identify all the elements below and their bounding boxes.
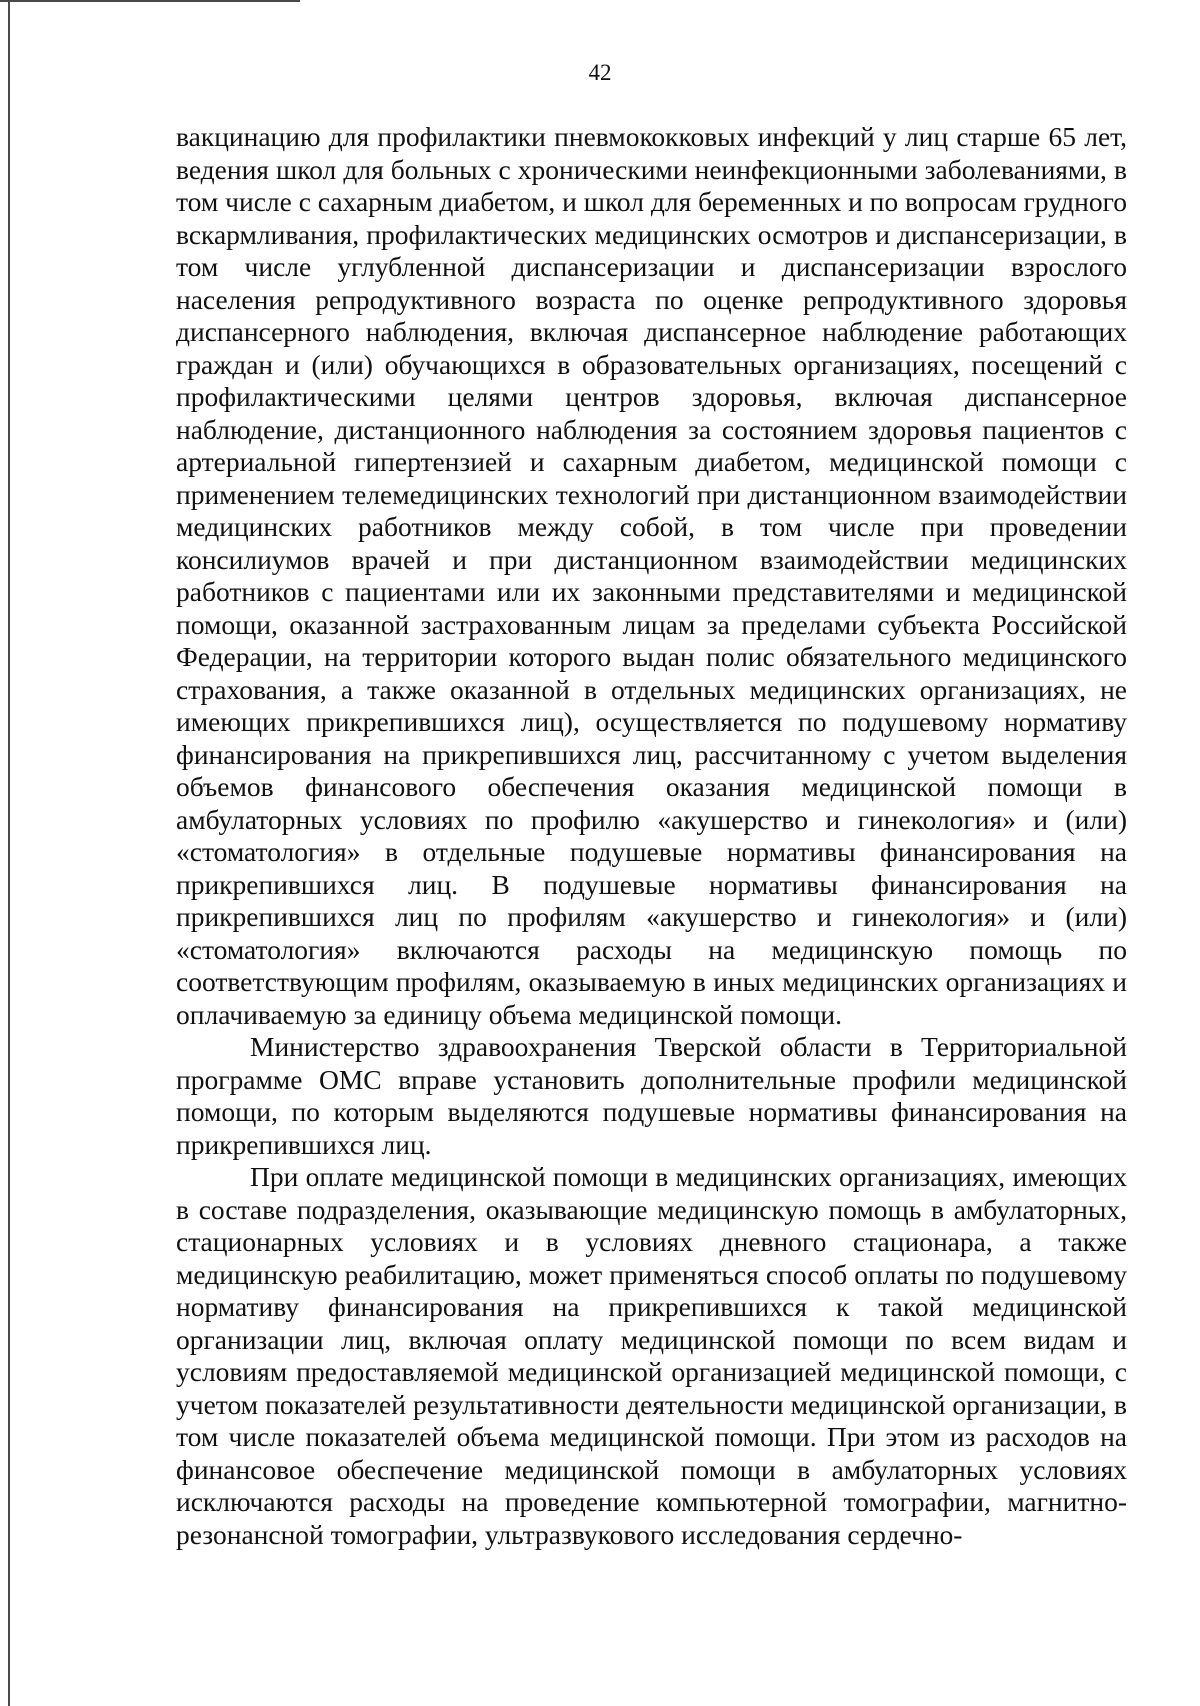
page-number: 42 (588, 60, 612, 85)
paragraph-2: Министерство здравоохранения Тверской области в Территориальной программе ОМС вправе установить дополнительные профили медицинской помощи, по которым выделяются подушевые нормативы финансирования на прикрепившихся лиц. (176, 1031, 1127, 1160)
paragraph-3: При оплате медицинской помощи в медицинских организациях, имеющих в составе подразделения, оказывающие медицинскую помощь в амбулаторных, стационарных условиях и в условиях дневного стационара, а также медицинскую реабилитацию, может применяться способ оплаты по подушевому нормативу финансирования на прикрепившихся к такой медицинской организации лиц, включая оплату медицинской помощи по всем видам и условиям предоставляемой медицинской организацией медицинской помощи, с учетом показателей результативности деятельности медицинской организации, в том числе показателей объема медицинской помощи. При этом из расходов на финансовое обеспечение медицинской помощи в амбулаторных условиях исключаются расходы на проведение компьютерной томографии, магнитно-резонансной томографии, ультразвукового исследования сердечно- (176, 1161, 1127, 1550)
scan-left-border (8, 0, 10, 1706)
scan-top-border (0, 0, 300, 2)
paragraph-1: вакцинацию для профилактики пневмококковых инфекций у лиц старше 65 лет, ведения школ для больных с хроническими неинфекционными заболеваниями, в том числе с сахарным диабетом, и школ для беременных и по вопросам грудного вскармливания, профилактических медицинских осмотров и диспансеризации, в том числе углубленной диспансеризации и диспансеризации взрослого населения репродуктивного возраста по оценке репродуктивного здоровья диспансерного наблюдения, включая диспансерное наблюдение работающих граждан и (или) обучающихся в образовательных организациях, посещений с профилактическими целями центров здоровья, включая диспансерное наблюдение, дистанционного наблюдения за состоянием здоровья пациентов с артериальной гипертензией и сахарным диабетом, медицинской помощи с применением телемедицинских технологий при дистанционном взаимодействии медицинских работников между собой, в том числе при проведении консилиумов врачей и при дистанционном взаимодействии медицинских работников с пациентами или их законными представителями и медицинской помощи, оказанной застрахованным лицам за пределами субъекта Российской Федерации, на территории которого выдан полис обязательного медицинского страхования, а также оказанной в отдельных медицинских организациях, не имеющих прикрепившихся лиц), осуществляется по подушевому нормативу финансирования на прикрепившихся лиц, рассчитанному с учетом выделения объемов финансового обеспечения оказания медицинской помощи в амбулаторных условиях по профилю «акушерство и гинекология» и (или) «стоматология» в отдельные подушевые нормативы финансирования на прикрепившихся лиц. В подушевые нормативы финансирования на прикрепившихся лиц по профилям «акушерство и гинекология» и (или) «стоматология» включаются расходы на медицинскую помощь по соответствующим профилям, оказываемую в иных медицинских организациях и оплачиваемую за единицу объема медицинской помощи. (176, 121, 1127, 1030)
document-body (176, 121, 1127, 1551)
